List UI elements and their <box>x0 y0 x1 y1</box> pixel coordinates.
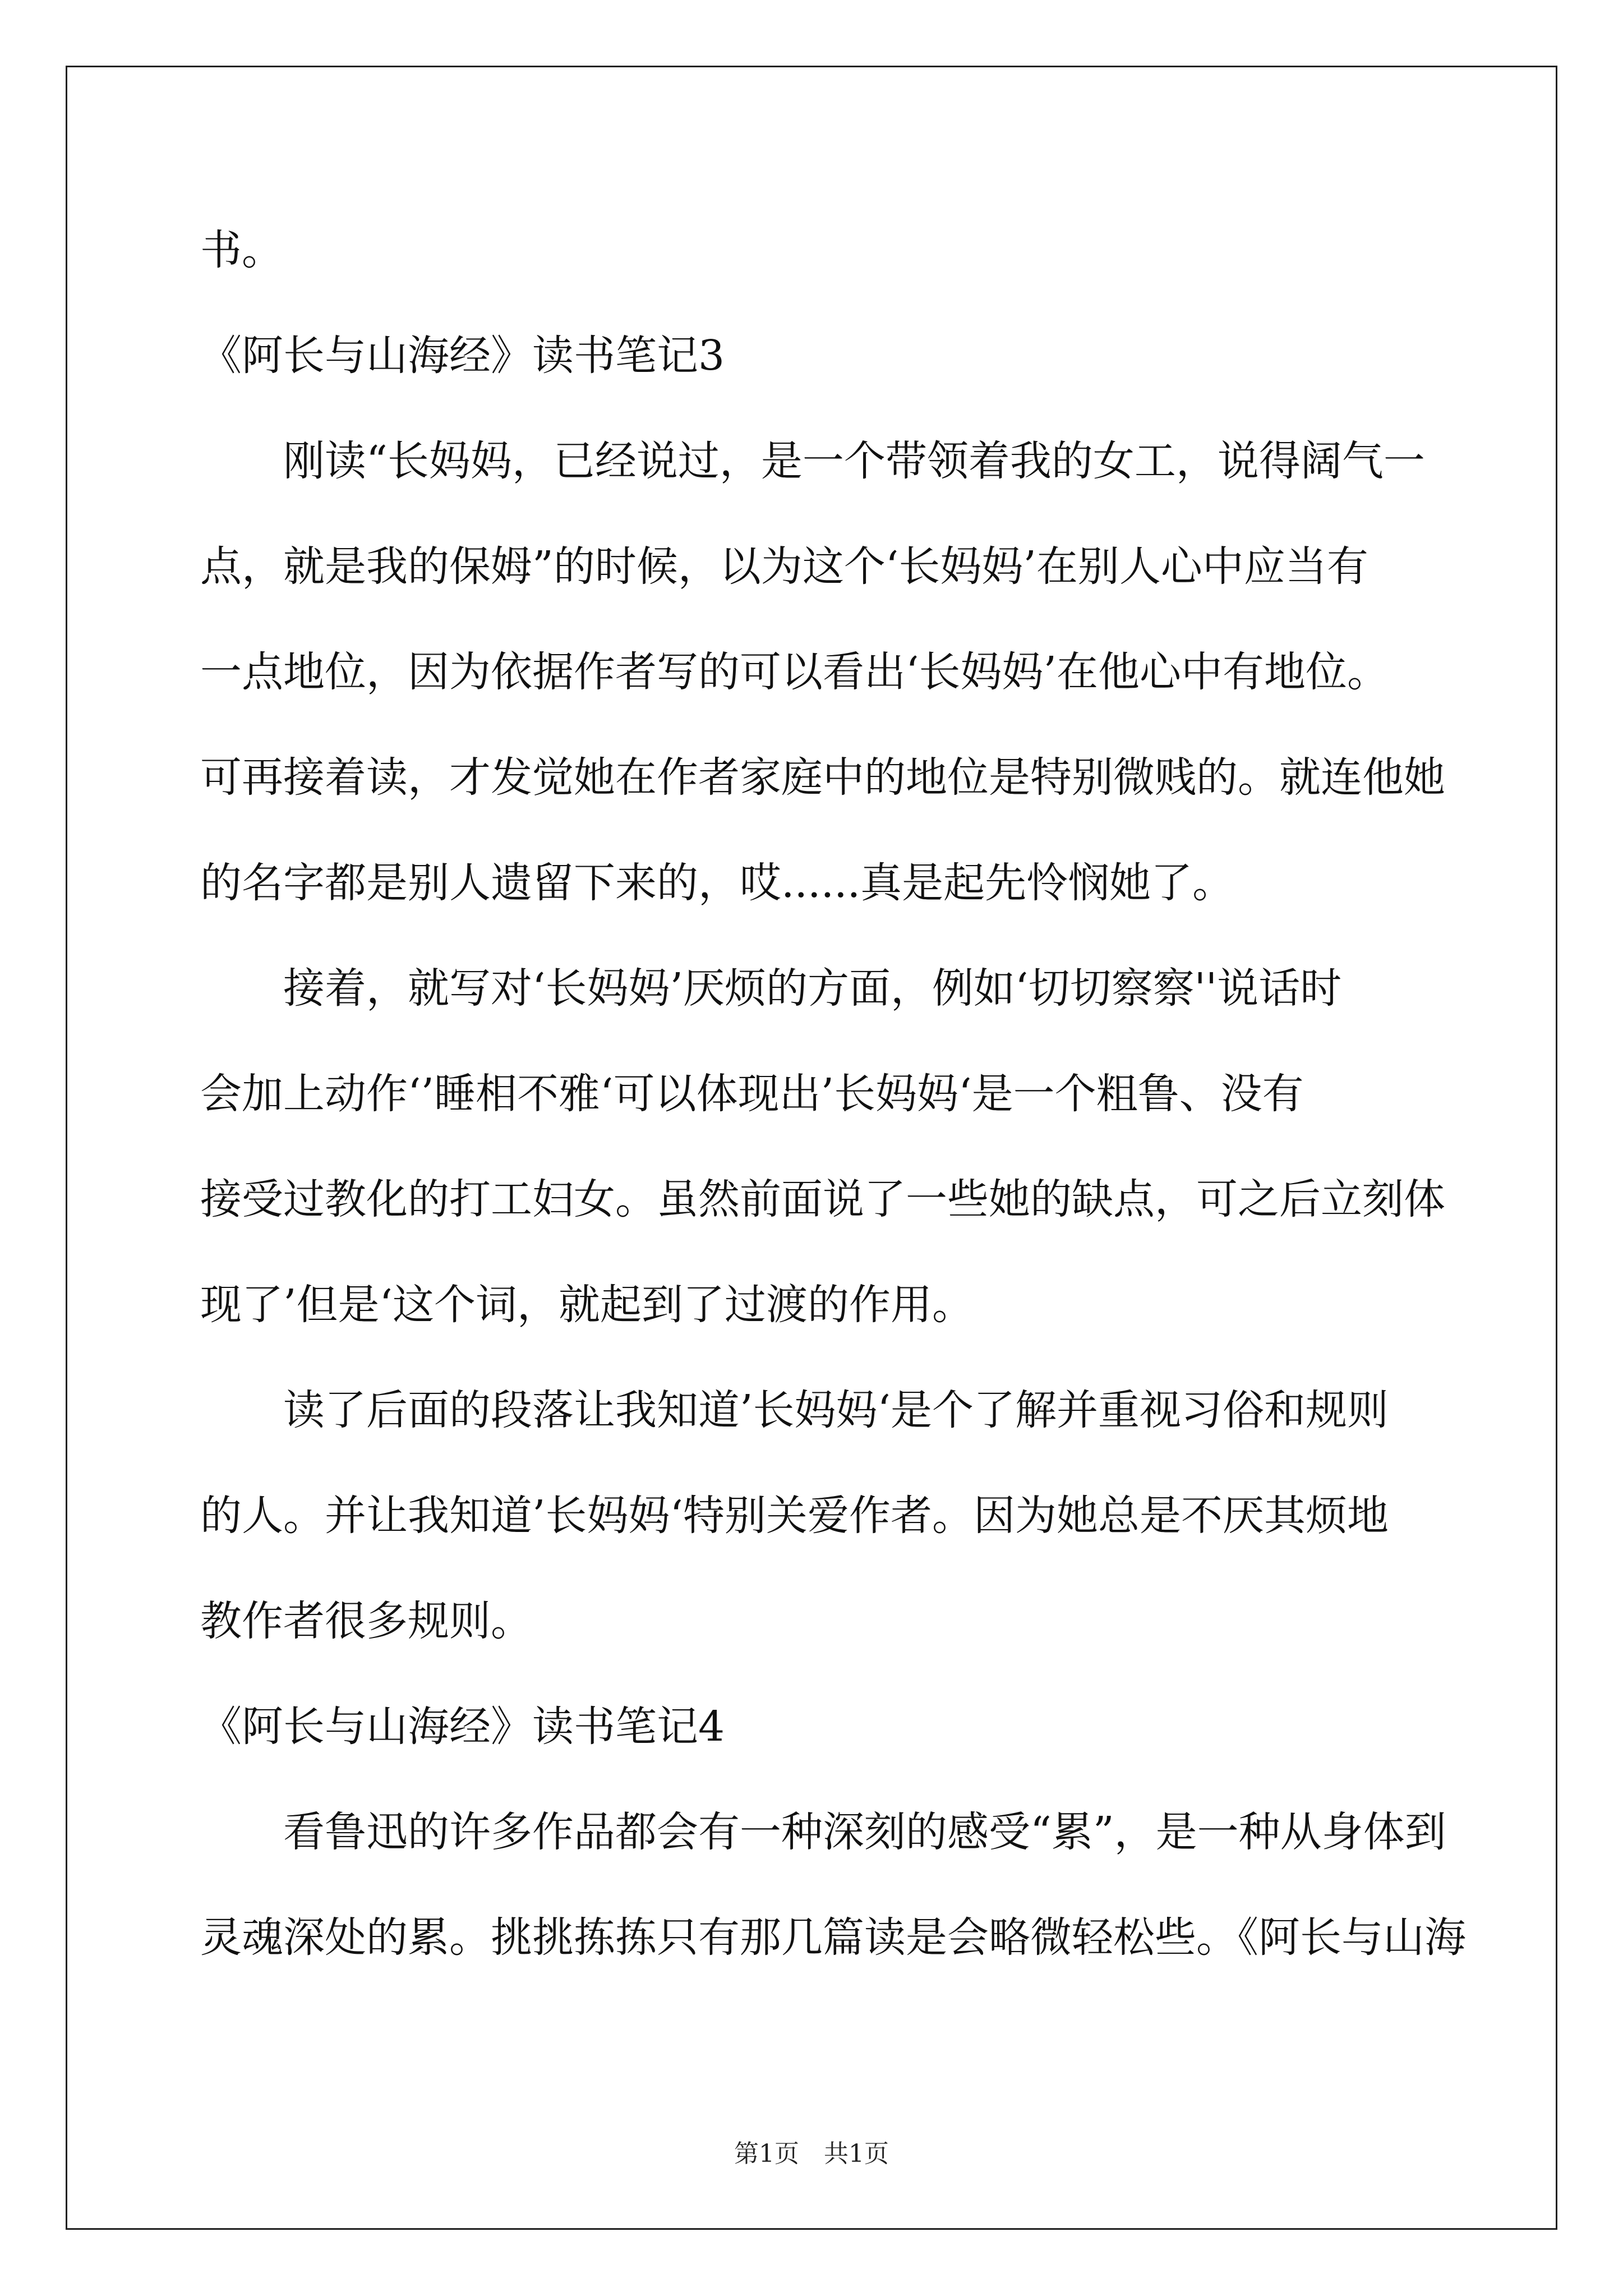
paragraph-line: 会加上动作‘’睡相不雅‘可以体现出’长妈妈‘是一个粗鲁、没有 <box>200 1070 1304 1118</box>
paragraph-line: 看鲁迅的许多作品都会有一种深刻的感受“累”，是一种从身体到 <box>200 1808 1446 1856</box>
paragraph-line: 可再接着读，才发觉她在作者家庭中的地位是特别微贱的。就连他她 <box>200 753 1445 802</box>
section-heading-3: 《阿长与山海经》读书笔记3 <box>200 332 725 380</box>
paragraph-line: 的人。并让我知道’长妈妈‘特别关爱作者。因为她总是不厌其烦地 <box>200 1492 1389 1540</box>
section-heading-4: 《阿长与山海经》读书笔记4 <box>200 1703 725 1751</box>
paragraph-line: 灵魂深处的累。挑挑拣拣只有那几篇读是会略微轻松些。《阿长与山海 <box>200 1913 1466 1962</box>
paragraph-line: 接受过教化的打工妇女。虽然前面说了一些她的缺点，可之后立刻体 <box>200 1175 1445 1223</box>
paragraph-line: 教作者很多规则。 <box>200 1597 532 1645</box>
page-footer: 第1页 共1页 <box>734 2139 889 2168</box>
paragraph-line: 一点地位，因为依据作者写的可以看出‘长妈妈’在他心中有地位。 <box>200 648 1389 696</box>
paragraph-line: 读了后面的段落让我知道’长妈妈‘是个了解并重视习俗和规则 <box>200 1386 1389 1434</box>
paragraph-line: 现了’但是‘这个词，就起到了过渡的作用。 <box>200 1281 974 1329</box>
paragraph-line: 的名字都是别人遗留下来的，哎......真是起先怜悯她了。 <box>200 859 1234 907</box>
page-border <box>66 66 1557 2230</box>
paragraph-line: 刚读“长妈妈，已经说过，是一个带领着我的女工，说得阔气一 <box>200 437 1425 485</box>
paragraph-line: 点，就是我的保姆”的时候，以为这个‘长妈妈’在别人心中应当有 <box>200 542 1368 591</box>
paragraph-line: 接着，就写对‘长妈妈’厌烦的方面，例如‘切切察察''说话时 <box>200 964 1342 1013</box>
paragraph-line: 书。 <box>200 226 283 274</box>
